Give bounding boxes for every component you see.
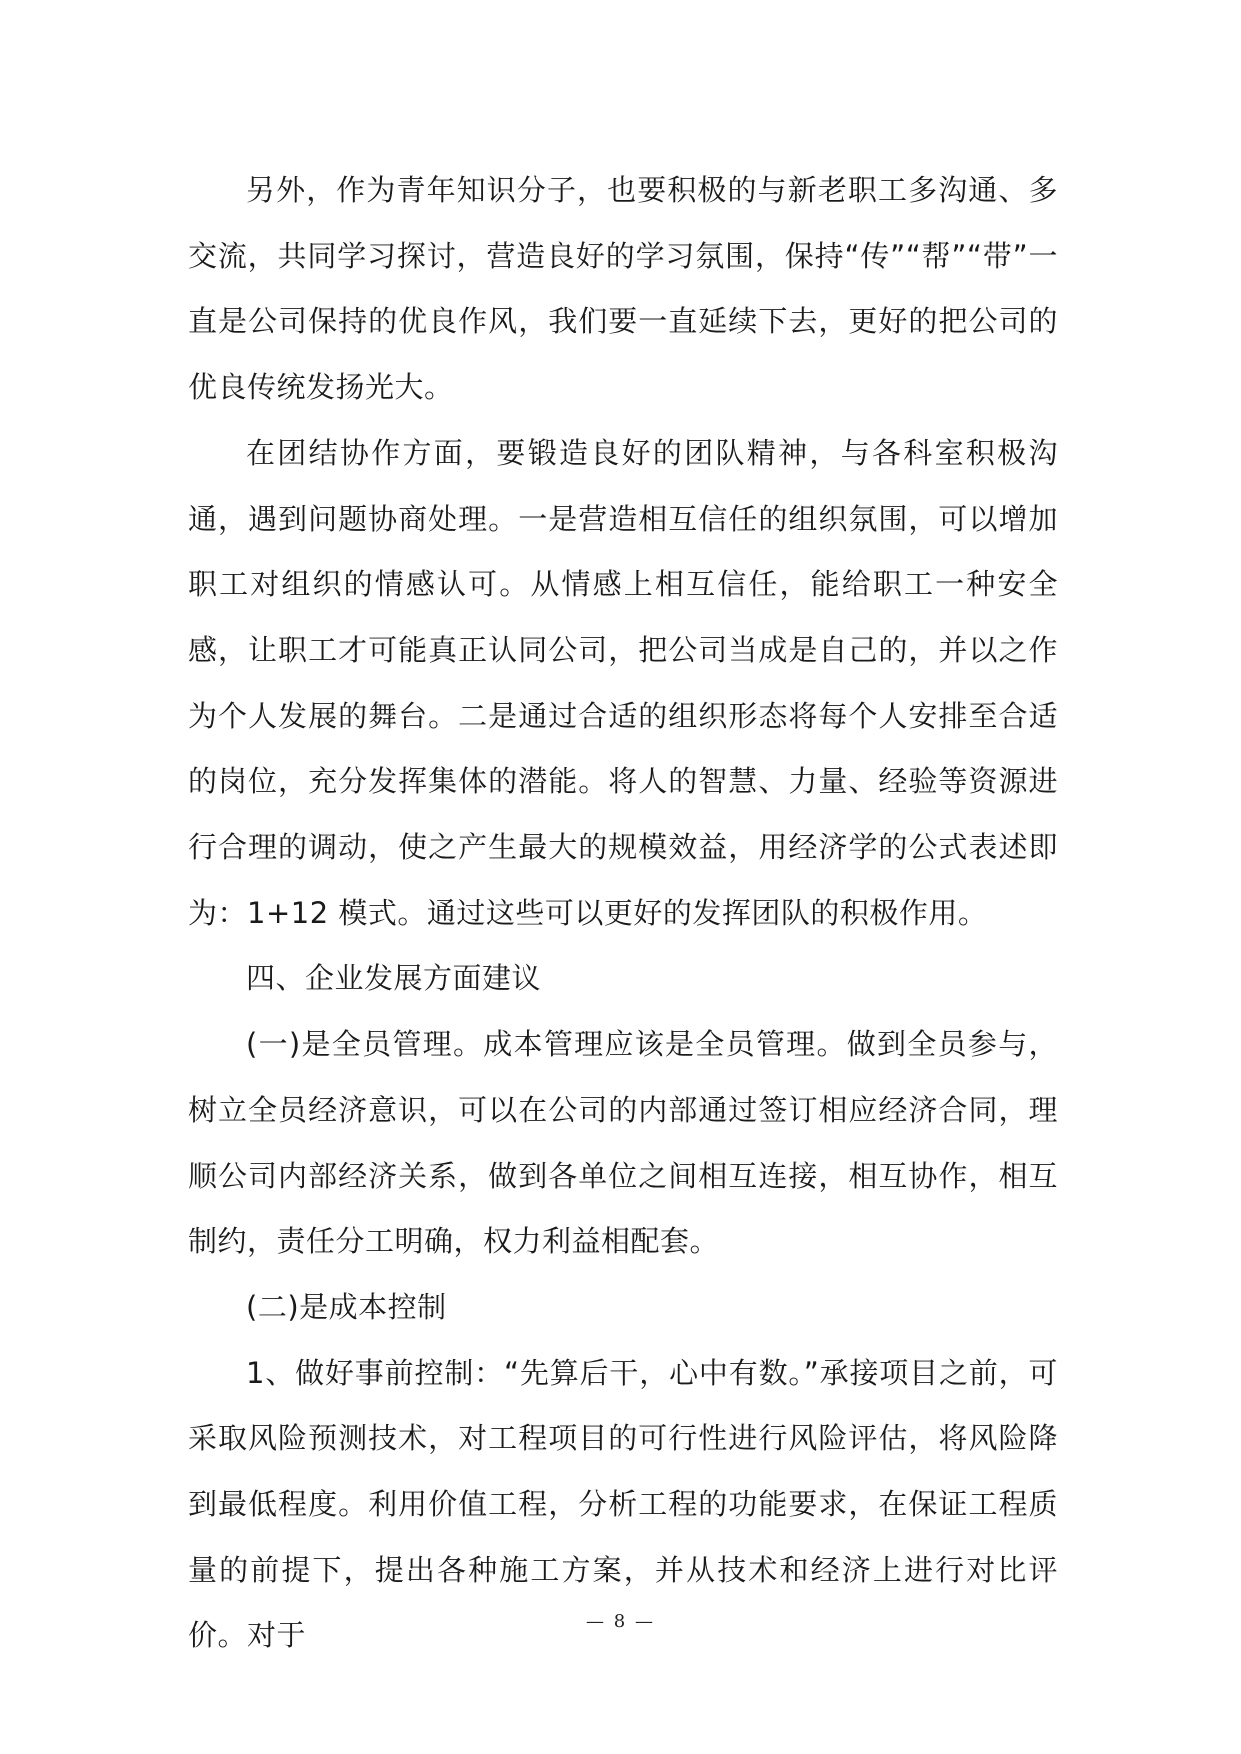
document-body: [188, 158, 1058, 1669]
paragraph-pre-control: 1、做好事前控制：“先算后干，心中有数。”承接项目之前，可采取风险预测技术，对工程项目的可行性进行风险评估，将风险降到最低程度。利用价值工程，分析工程的功能要求，在保证工程质量的前提下，提出各种施工方案，并从技术和经济上进行对比评价。对于: [188, 1355, 1058, 1653]
section-heading-enterprise-development: 四、企业发展方面建议: [246, 961, 542, 996]
subheading-cost-control: (二)是成本控制: [246, 1289, 447, 1324]
paragraph-communication: 另外，作为青年知识分子，也要积极的与新老职工多沟通、多交流，共同学习探讨，营造良好的学习氛围，保持“传”“帮”“带”一直是公司保持的优良作风，我们要一直延续下去，更好的把公司的优良传统发扬光大。: [188, 173, 1058, 405]
paragraph-full-staff-management: (一)是全员管理。成本管理应该是全员管理。做到全员参与，树立全员经济意识，可以在公司的内部通过签订相应经济合同，理顺公司内部经济关系，做到各单位之间相互连接，相互协作，相互制约，责任分工明确，权力利益相配套。: [188, 1027, 1058, 1259]
page-number: — 8 —: [586, 1611, 655, 1632]
paragraph-teamwork: 在团结协作方面，要锻造良好的团队精神，与各科室积极沟通，遇到问题协商处理。一是营造相互信任的组织氛围，可以增加职工对组织的情感认可。从情感上相互信任，能给职工一种安全感，让职工才可能真正认同公司，把公司当成是自己的，并以之作为个人发展的舞台。二是通过合适的组织形态将每个人安排至合适的岗位，充分发挥集体的潜能。将人的智慧、力量、经验等资源进行合理的调动，使之产生最大的规模效益，用经济学的公式表述即为：1+12 模式。通过这些可以更好的发挥团队的积极作用。: [188, 435, 1058, 930]
